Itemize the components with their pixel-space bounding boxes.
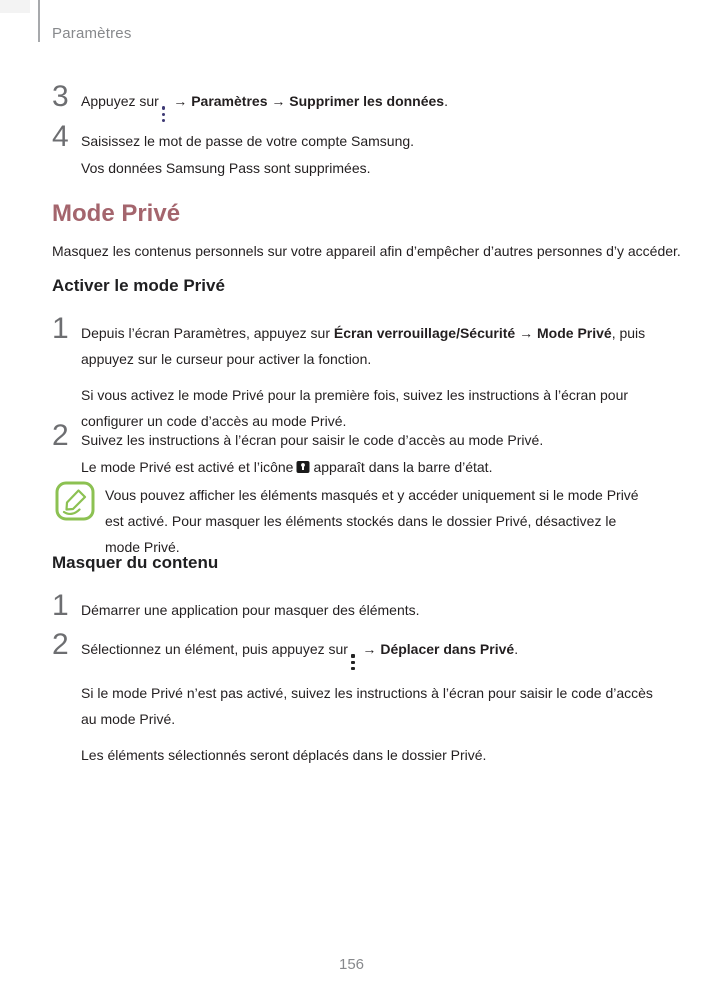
- more-options-icon: [162, 106, 166, 122]
- menu-label: Mode Privé: [537, 325, 612, 341]
- section-intro: Masquez les contenus personnels sur votre appareil afin d’empêcher d’autres personnes d’y accéder.: [52, 243, 681, 259]
- section-title: Mode Privé: [52, 200, 181, 227]
- step-text: [81, 591, 420, 623]
- more-options-icon: [351, 654, 355, 670]
- note-text: Vous pouvez afficher les éléments masqués et y accéder uniquement si le mode Privé est activé. Pour masquer les éléments stockés dans le dossier Privé, désactivez le mode Privé.: [105, 487, 639, 555]
- step-text-segment: .: [444, 93, 448, 109]
- step-text-segment: Depuis l’écran Paramètres, appuyez sur: [81, 325, 334, 341]
- menu-label: Écran verrouillage/Sécurité: [333, 325, 516, 341]
- scan-artifact: [0, 0, 30, 13]
- step-3: [52, 82, 448, 122]
- step-text-segment: apparaît dans la barre d’état.: [313, 459, 493, 475]
- step-text-segment: Démarrer une application pour masquer des éléments.: [81, 602, 420, 618]
- menu-label: Paramètres: [191, 93, 268, 109]
- step-text-segment: Sélectionnez un élément, puis appuyez sur: [81, 641, 348, 657]
- step-text: [81, 82, 448, 122]
- step-text-segment: Appuyez sur: [81, 93, 159, 109]
- step-4: [52, 122, 414, 181]
- arrow-glyph: →: [515, 325, 537, 341]
- step-number: 2: [52, 419, 69, 452]
- hide-step-1: [52, 591, 420, 623]
- step-number: 2: [52, 628, 69, 661]
- hide-step-2: [52, 630, 653, 768]
- step-text-segment: .: [514, 641, 519, 657]
- private-mode-lock-icon: [296, 456, 310, 482]
- step-text-segment: Le mode Privé est activé et l’icône: [81, 459, 294, 475]
- step-text-segment: Saisissez le mot de passe de votre compte Samsung.: [81, 133, 415, 149]
- pencil-note-icon: [55, 481, 95, 521]
- step-number: 1: [52, 589, 69, 622]
- step-subtext: Si vous activez le mode Privé pour la première fois, suivez les instructions à l’écran pour configurer un code d’accès au mode Privé.: [81, 387, 629, 429]
- step-text-segment: , puis appuyez sur le curseur pour activer la fonction.: [81, 325, 646, 367]
- arrow-glyph: →: [358, 641, 381, 657]
- step-text: [81, 630, 653, 768]
- step-subtext: Si le mode Privé n’est pas activé, suivez les instructions à l’écran pour saisir le code d’accès au mode Privé.: [81, 685, 653, 728]
- arrow-glyph: →: [267, 93, 290, 109]
- step-subtext: Les éléments sélectionnés seront déplacés dans le dossier Privé.: [81, 747, 487, 764]
- step-number: 4: [52, 120, 69, 153]
- subsection-title-masquer: Masquer du contenu: [52, 553, 219, 572]
- arrow-glyph: →: [169, 93, 192, 109]
- step-text-segment: Suivez les instructions à l’écran pour saisir le code d’accès au mode Privé.: [81, 432, 544, 448]
- step-number: 1: [52, 312, 69, 345]
- step-text: [81, 122, 414, 181]
- note-box: [55, 481, 653, 560]
- menu-label: Déplacer dans Privé: [380, 641, 515, 657]
- step-subtext: Vos données Samsung Pass sont supprimées.: [81, 160, 371, 176]
- subsection-title-activer: Activer le mode Privé: [52, 276, 225, 295]
- activate-step-2: [52, 421, 543, 482]
- step-text: [81, 421, 543, 482]
- header-divider: [38, 0, 40, 42]
- step-text: [81, 314, 653, 434]
- step-number: 3: [52, 80, 69, 113]
- page-number: 156: [338, 956, 365, 973]
- menu-label: Supprimer les données: [289, 93, 445, 109]
- activate-step-1: [52, 314, 653, 434]
- chapter-header: Paramètres: [52, 25, 132, 42]
